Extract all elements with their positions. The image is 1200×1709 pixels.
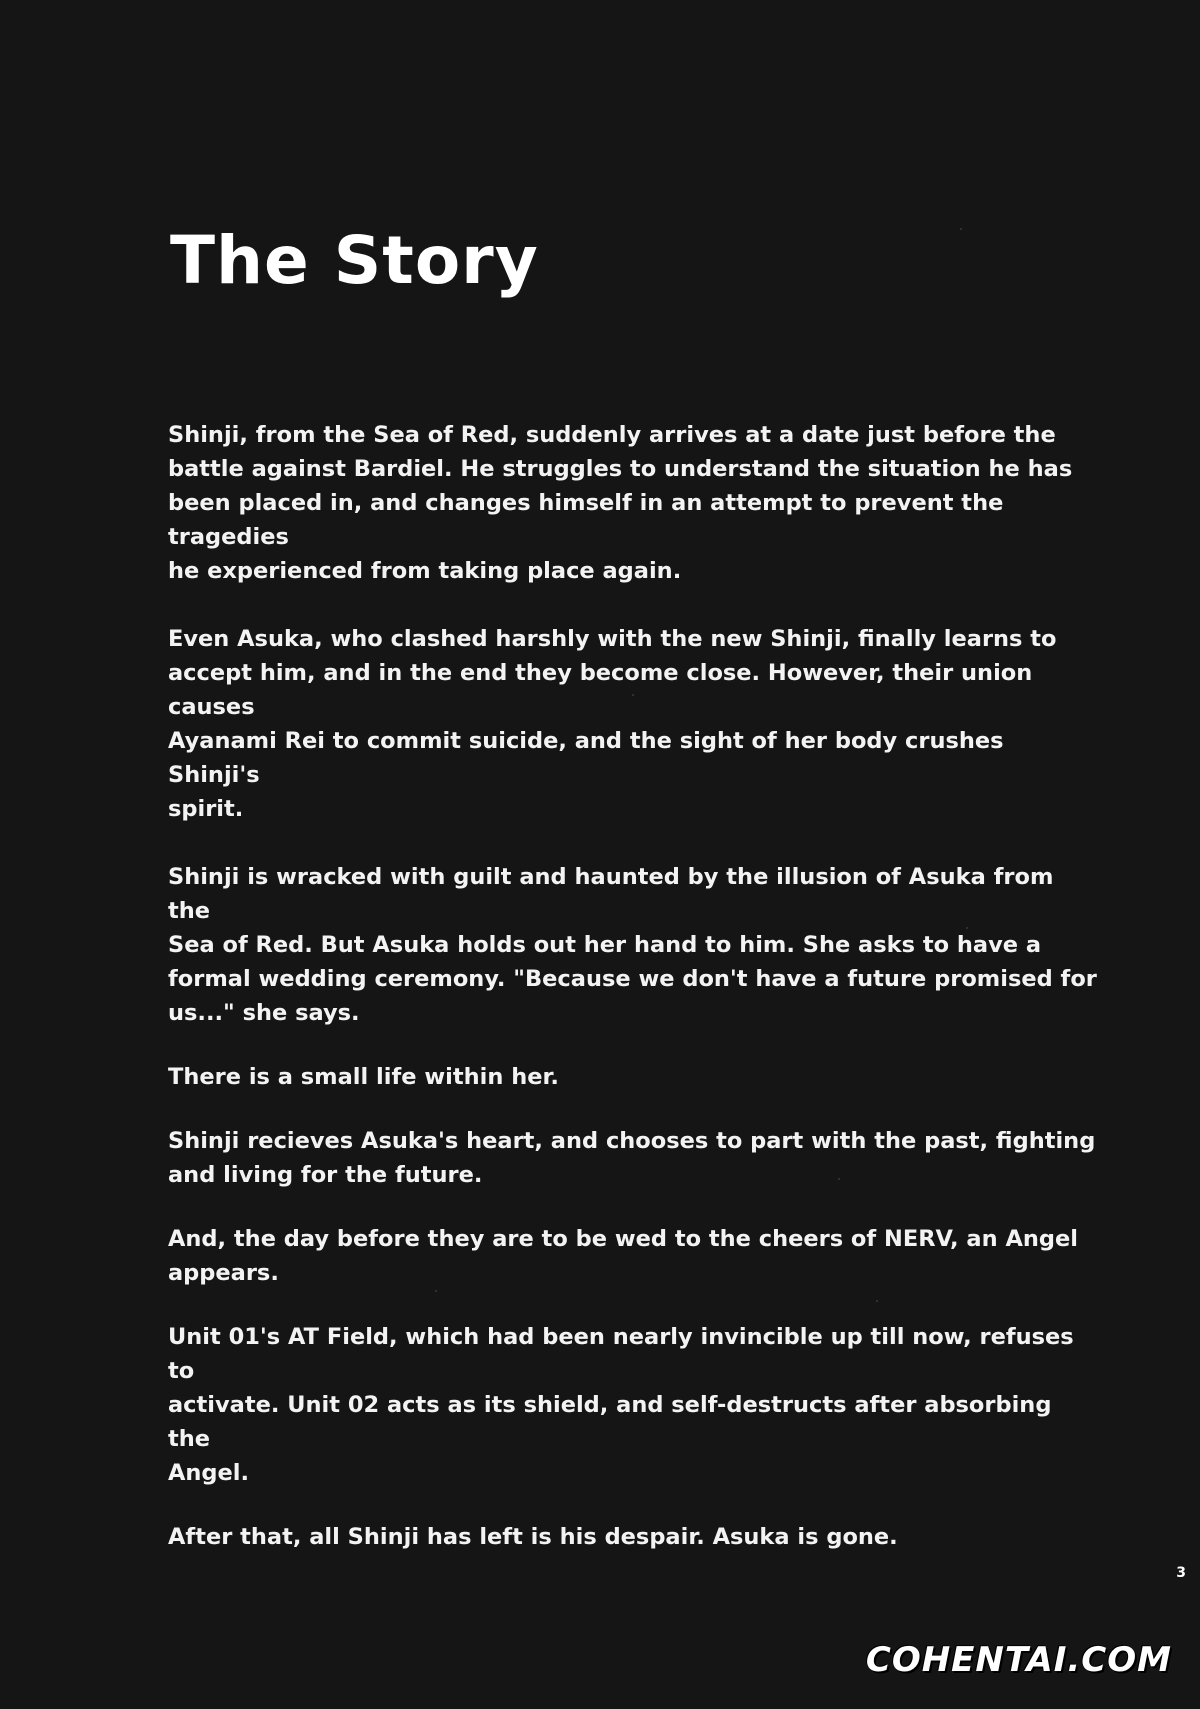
story-paragraph-4: There is a small life within her. [168,1064,559,1090]
story-body [168,418,1098,1554]
scan-speck [632,694,634,696]
story-paragraph-1: Shinji, from the Sea of Red, suddenly arrives at a date just before the battle against Bardiel. He struggles to understand the situation he has been placed in, and changes himself in an attempt to prevent the tragedies he experienced from taking place again. [168,422,1073,584]
scan-speck [960,228,962,230]
scan-speck [838,1178,840,1180]
story-paragraph-3: Shinji is wracked with guilt and haunted by the illusion of Asuka from the Sea of Red. But Asuka holds out her hand to him. She asks to have a formal wedding ceremony. "Because we don't have a future promised for us..." she says. [168,864,1097,1026]
story-paragraph-8: After that, all Shinji has left is his despair. Asuka is gone. [168,1524,898,1550]
scan-speck [876,1300,878,1302]
scan-speck [966,927,968,929]
watermark-logo: COHENTAI.COM [865,1640,1172,1680]
page-number: 3 [1176,1565,1186,1581]
story-paragraph-2: Even Asuka, who clashed harshly with the new Shinji, finally learns to accept him, and in the end they become close. However, their union causes Ayanami Rei to commit suicide, and the sight of her body crushes Shinji's spirit. [168,626,1057,822]
story-paragraph-7: Unit 01's AT Field, which had been nearly invincible up till now, refuses to activate. Unit 02 acts as its shield, and self-destructs after absorbing the Angel. [168,1324,1074,1486]
page-title: The Story [170,222,539,299]
story-paragraph-6: And, the day before they are to be wed to the cheers of NERV, an Angel appears. [168,1226,1078,1286]
scan-speck [435,1290,437,1292]
story-paragraph-5: Shinji recieves Asuka's heart, and chooses to part with the past, fighting and living for the future. [168,1128,1096,1188]
